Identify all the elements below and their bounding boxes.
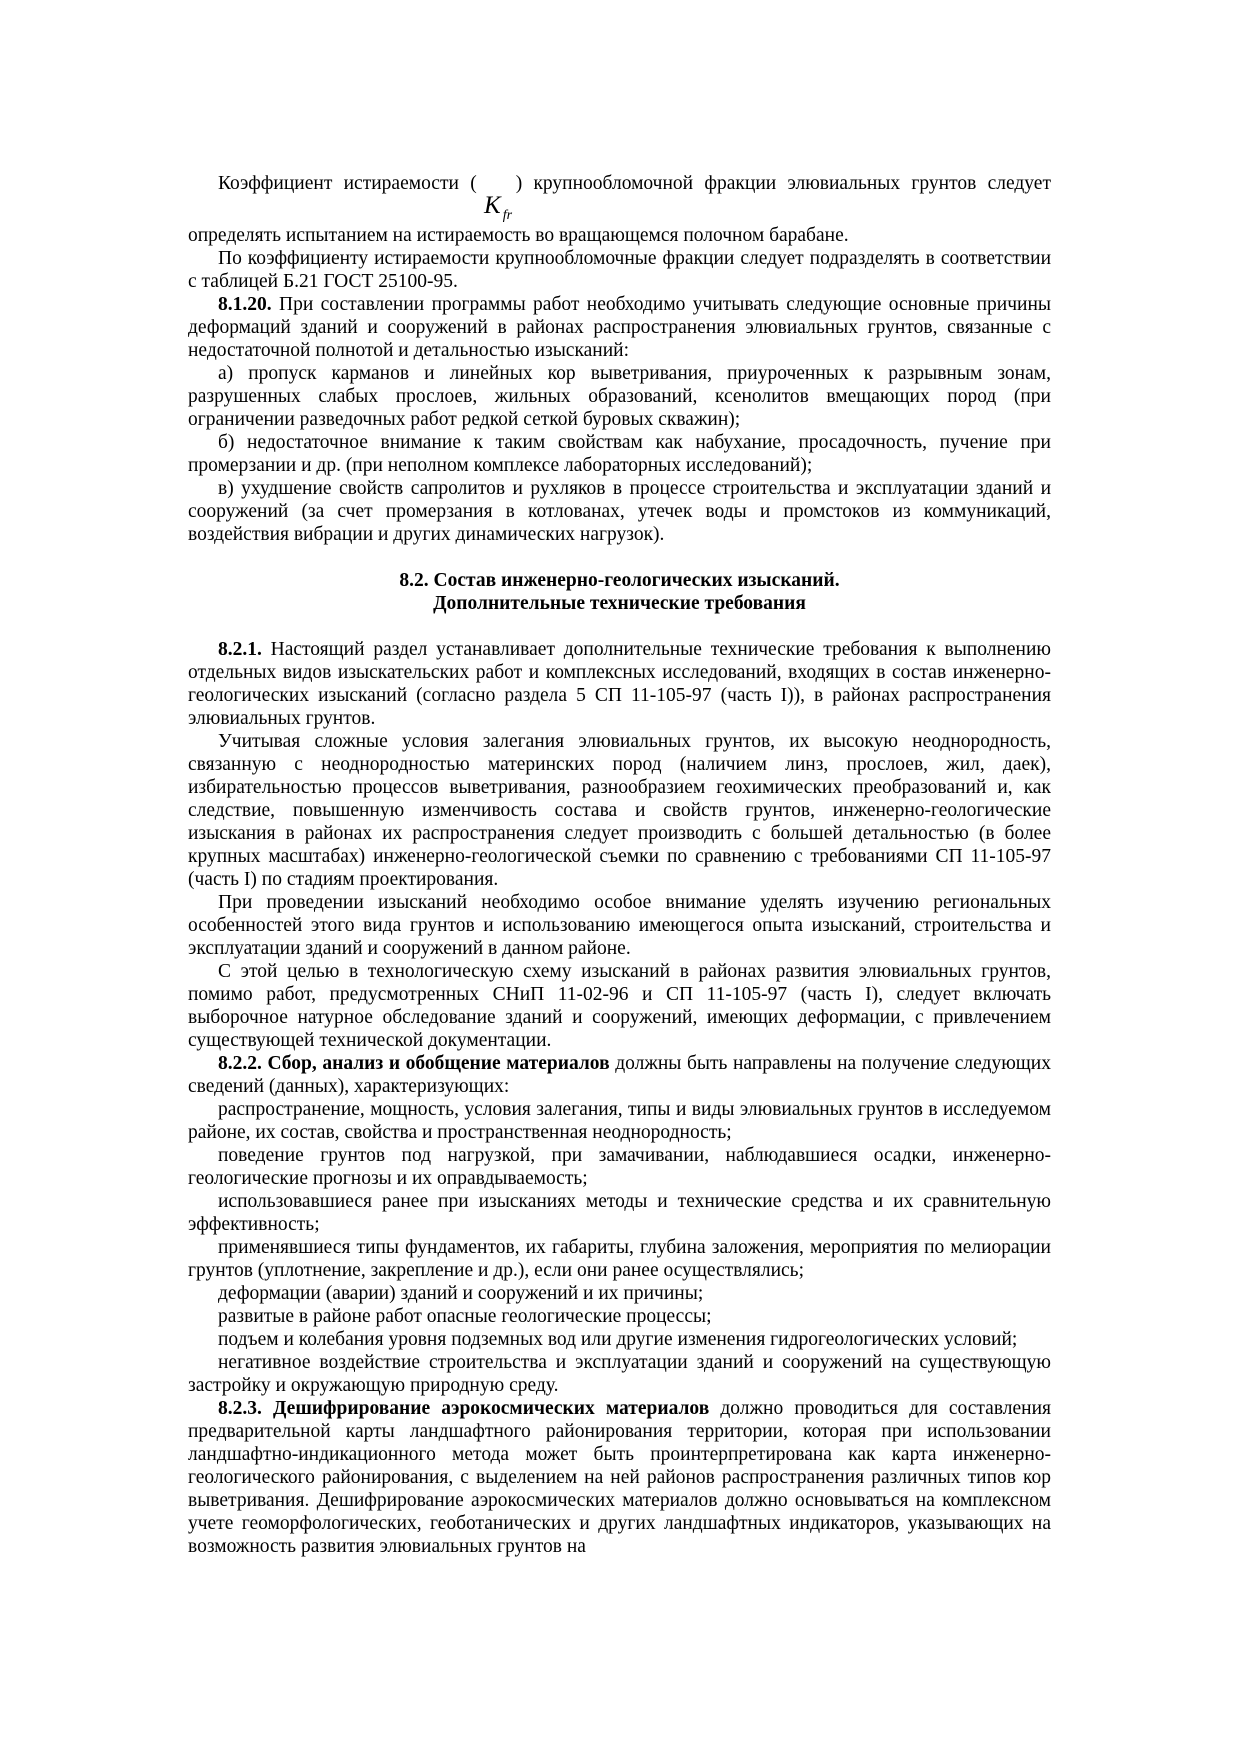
clause-8-1-20-number: 8.1.20.	[218, 294, 272, 315]
clause-8-2-1-text: Настоящий раздел устанавливает дополнительные технические требования к выполнению отдельных видов изыскательских работ и комплексных исследований, входящих в состав инженерно-геологических изысканий (согласно раздела 5 СП 11-105-97 (часть I)), в районах распространения элювиальных грунтов.	[188, 639, 1051, 729]
clause-8-2-1-paragraph-4: С этой целью в технологическую схему изысканий в районах развития элювиальных грунтов, помимо работ, предусмотренных СНиП 11-02-96 и СП 11-105-97 (часть I), следует включать выборочное натурное обследование зданий и сооружений, имеющих деформации, с привлечением существующей технической документации.	[188, 961, 1051, 1051]
list-item: подъем и колебания уровня подземных вод или другие изменения гидрогеологических условий;	[218, 1329, 1018, 1350]
list-item: поведение грунтов под нагрузкой, при замачивании, наблюдавшиеся осадки, инженерно-геологические прогнозы и их оправдываемость;	[188, 1145, 1051, 1189]
clause-8-1-20-item-c: в) ухудшение свойств сапролитов и рухляков в процессе строительства и эксплуатации зданий и сооружений (за счет промерзания в котлованах, утечек воды и промстоков из коммуникаций, воздействия вибрации и других динамических нагрузок).	[188, 478, 1051, 545]
list-item: использовавшиеся ранее при изысканиях методы и технические средства и их сравнительную эффективность;	[188, 1191, 1051, 1235]
list-item: распространение, мощность, условия залегания, типы и виды элювиальных грунтов в исследуемом районе, их состав, свойства и пространственная неоднородность;	[188, 1099, 1051, 1143]
clause-8-2-1-paragraph-2: Учитывая сложные условия залегания элювиальных грунтов, их высокую неоднородность, связанную с неоднородностью материнских пород (наличием линз, прослоев, жил, даек), избирательностью процессов выветривания, разнообразием геохимических преобразований и, как следствие, повышенную изменчивость состава и свойств грунтов, инженерно-геологические изыскания в районах их распространения следует производить с большей детальностью (в более крупных масштабах) инженерно-геологической съемки по сравнению с требованиями СП 11-105-97 (часть I) по стадиям проектирования.	[188, 731, 1051, 890]
clause-8-2-3-text: должно проводиться для составления предварительной карты ландшафтного районирования территории, которая при использовании ландшафтно-индикационного метода может быть проинтерпретирована как карта инженерно-геологического районирования, с выделением на ней районов распространения различных типов кор выветривания. Дешифрирование аэрокосмических материалов должно основываться на комплексном учете геоморфологических, геоботанических и других ландшафтных индикаторов, указывающих на возможность развития элювиальных грунтов на	[188, 1398, 1051, 1557]
clause-8-1-20-item-b: б) недостаточное внимание к таким свойствам как набухание, просадочность, пучение при промерзании и др. (при неполном комплексе лабораторных исследований);	[188, 432, 1051, 476]
intro-continuation: определять испытанием на истираемость во вращающемся полочном барабане.	[188, 225, 849, 246]
clause-8-2-1-paragraph-3: При проведении изысканий необходимо особое внимание уделять изучению региональных особенностей этого вида грунтов и использованию имеющегося опыта изысканий, строительства и эксплуатации зданий и сооружений в данном районе.	[188, 892, 1051, 959]
list-item: негативное воздействие строительства и эксплуатации зданий и сооружений на существующую застройку и окружающую природную среду.	[188, 1352, 1051, 1396]
clause-8-2-2	[188, 1052, 1051, 1098]
intro-text-b: ) крупнообломочной фракции элювиальных грунтов следует	[515, 173, 1051, 194]
intro-first-line	[188, 172, 1051, 224]
clause-8-2-3	[188, 1397, 1051, 1558]
clause-8-1-20-text: При составлении программы работ необходимо учитывать следующие основные причины деформаций зданий и сооружений в районах распространения элювиальных грунтов, связанные с недостаточной полнотой и детальностью изысканий:	[188, 294, 1051, 361]
formula-symbol: K	[484, 192, 501, 219]
section-heading-line-2: Дополнительные технические требования	[433, 593, 806, 614]
clause-8-2-2-title: 8.2.2. Сбор, анализ и обобщение материалов	[218, 1053, 610, 1074]
list-item: применявшиеся типы фундаментов, их габариты, глубина заложения, мероприятия по мелиорации грунтов (уплотнение, закрепление и др.), если они ранее осуществлялись;	[188, 1237, 1051, 1281]
section-heading-line-1: 8.2. Состав инженерно-геологических изысканий.	[399, 570, 840, 591]
page-content	[188, 172, 1051, 1558]
intro-paragraph-2: По коэффициенту истираемости крупнообломочные фракции следует подразделять в соответствии с таблицей Б.21 ГОСТ 25100-95.	[188, 248, 1051, 292]
clause-8-1-20	[188, 293, 1051, 362]
clause-8-2-2-text: должны быть направлены на получение следующих сведений (данных), характеризующих:	[188, 1053, 1051, 1097]
intro-text-a: Коэффициент истираемости (	[218, 173, 477, 194]
formula-k-fr	[484, 194, 512, 227]
list-item: деформации (аварии) зданий и сооружений и их причины;	[218, 1283, 704, 1304]
clause-8-2-1-number: 8.2.1.	[218, 639, 262, 660]
clause-8-2-1	[188, 638, 1051, 730]
list-item: развитые в районе работ опасные геологические процессы;	[218, 1306, 712, 1327]
clause-8-1-20-item-a: а) пропуск карманов и линейных кор выветривания, приуроченных к разрывным зонам, разрушенных слабых прослоев, жильных образований, ксенолитов вмещающих пород (при ограничении разведочных работ редкой сеткой буровых скважин);	[188, 363, 1051, 430]
clause-8-2-3-title: 8.2.3. Дешифрирование аэрокосмических материалов	[218, 1398, 710, 1419]
formula-subscript: fr	[502, 208, 513, 223]
